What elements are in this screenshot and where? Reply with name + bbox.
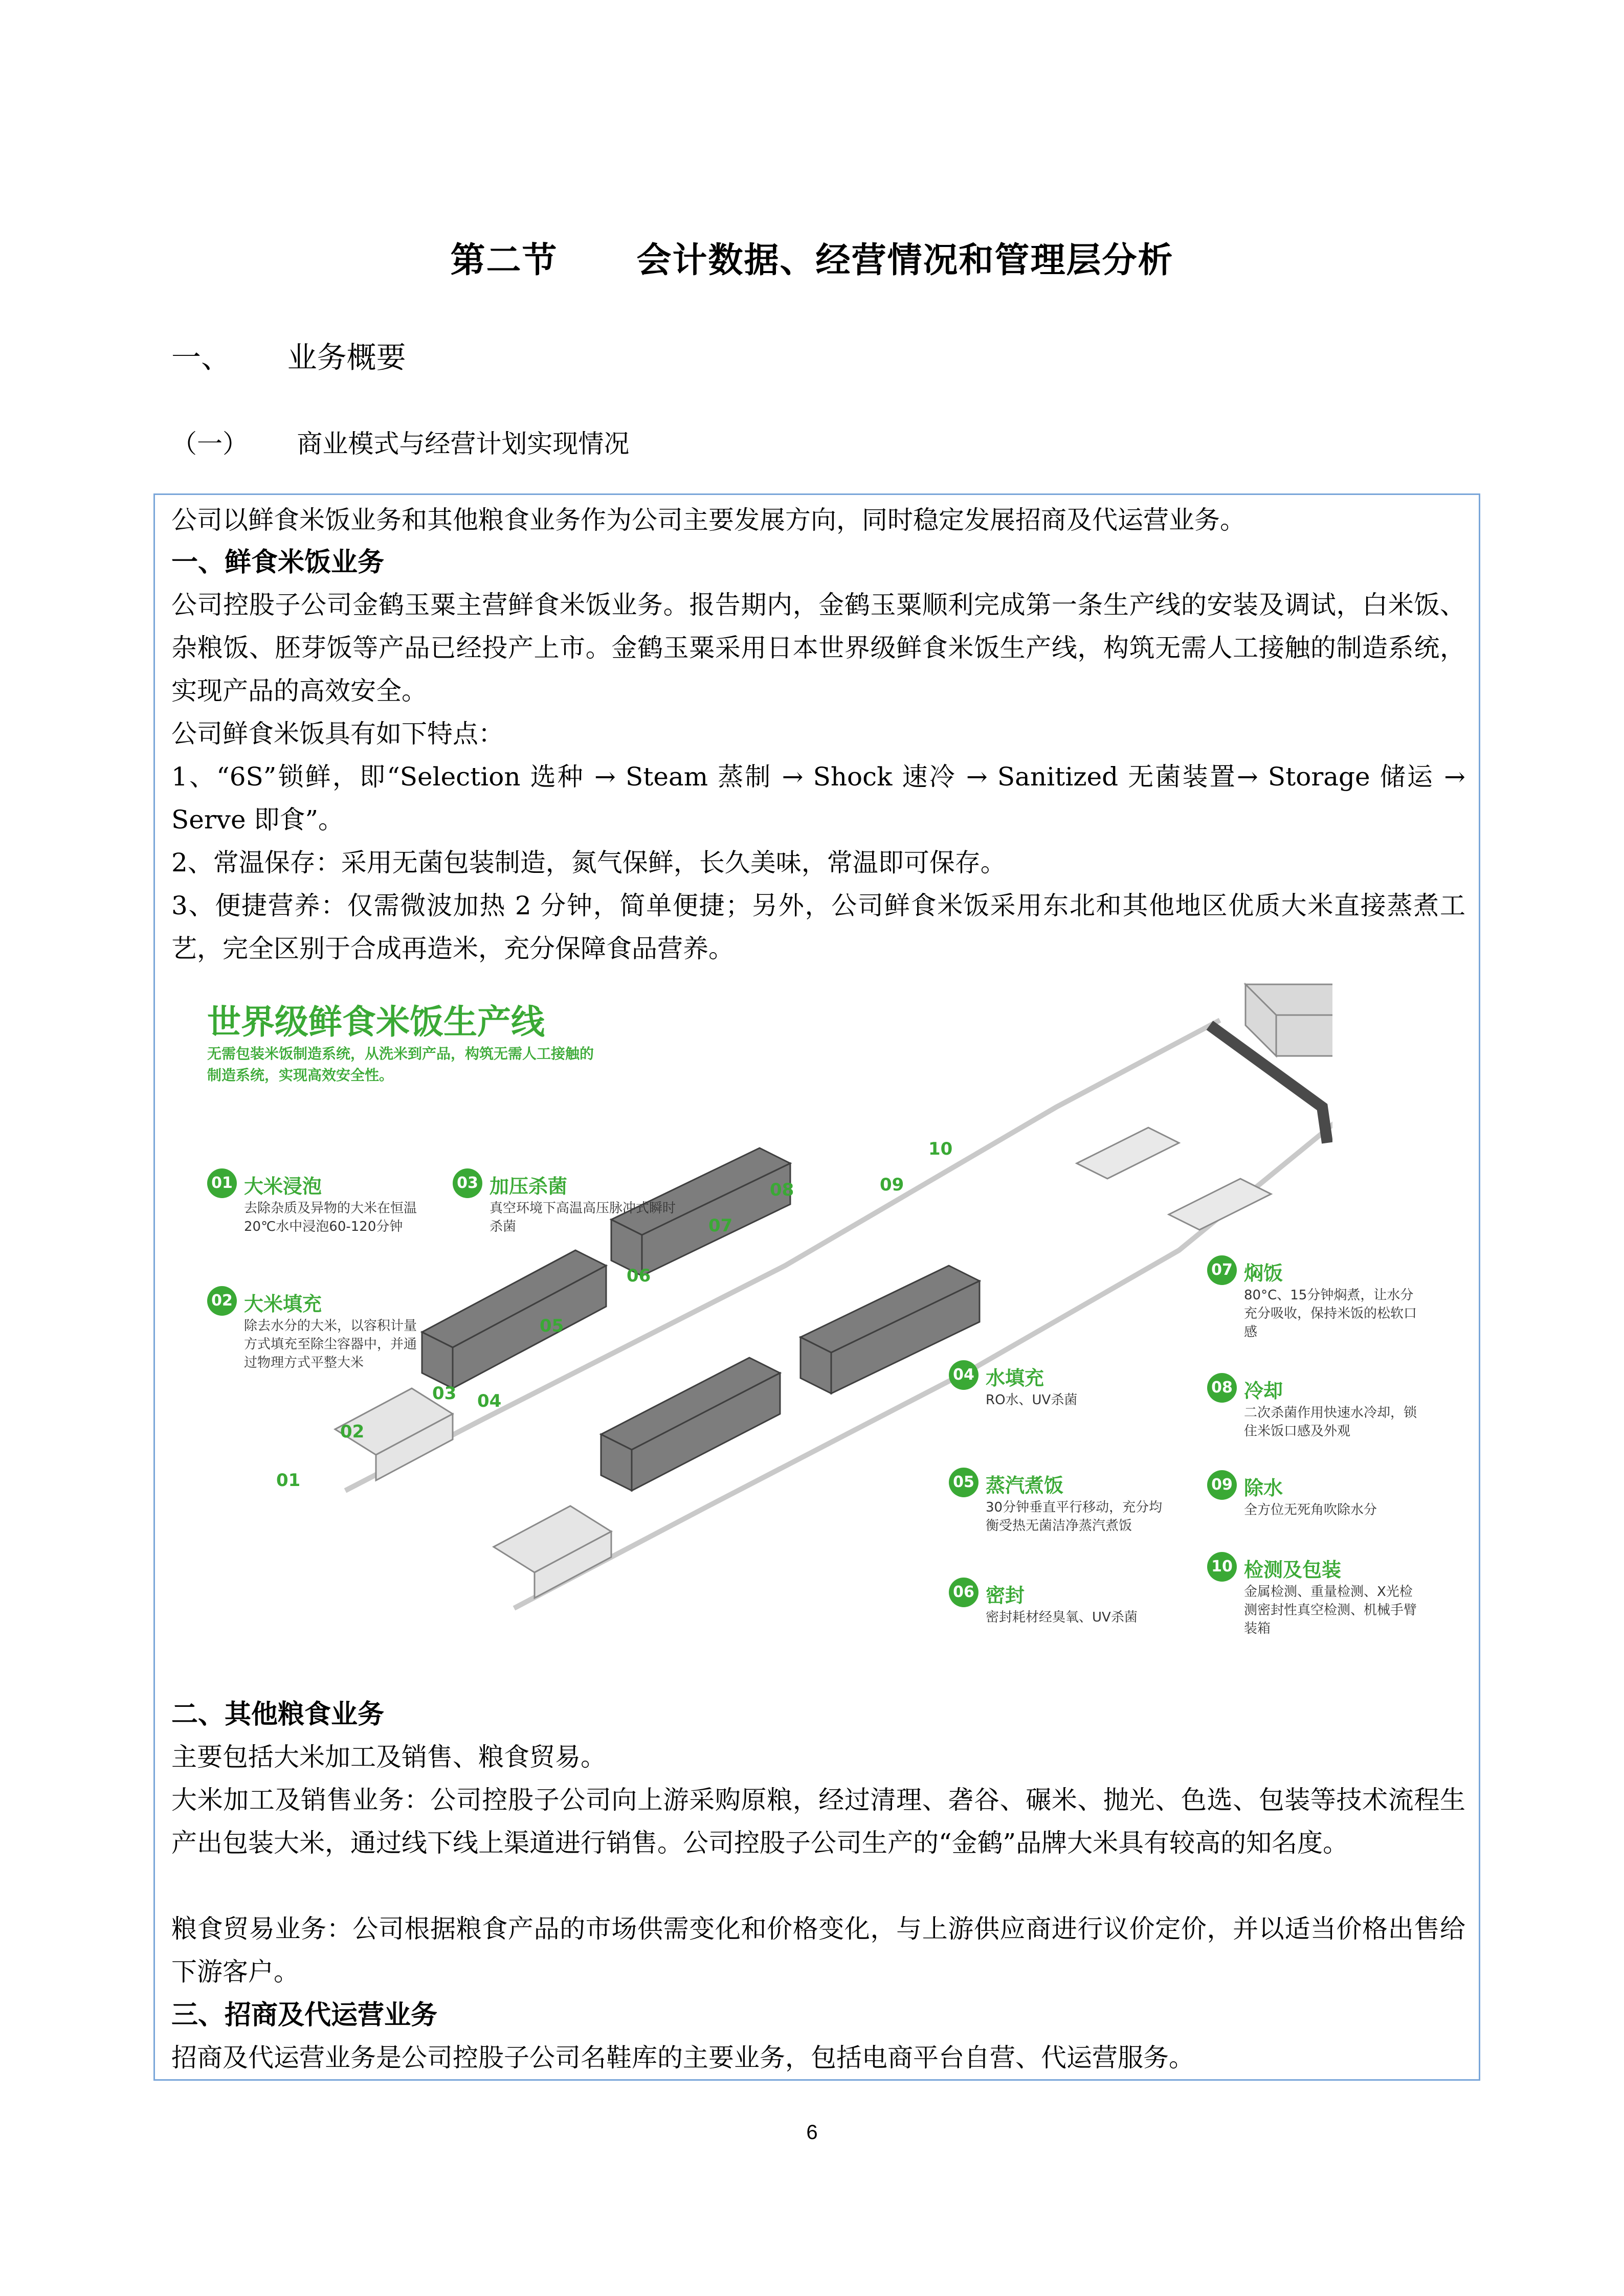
line-label-09: 09	[880, 1175, 904, 1195]
step-03	[453, 1168, 698, 1250]
line-label-10: 10	[928, 1139, 953, 1159]
part2-title: 二、其他粮食业务	[171, 1699, 385, 1730]
step-desc: 除去水分的大米，以容积计量方式填充至除尘容器中，并通过物理方式平整大米	[244, 1318, 417, 1370]
lower-steamer	[601, 1358, 780, 1491]
line-label-03: 03	[432, 1383, 457, 1404]
step-desc: 真空环境下高温高压脉冲式瞬时杀菌	[490, 1201, 676, 1234]
cooling-rack	[1077, 1128, 1271, 1230]
packaging-unit	[1245, 984, 1332, 1056]
part1-paragraph-5: 3、便捷营养：仅需微波加热 2 分钟，简单便捷；另外，公司鲜食米饭采用东北和其他地区优质大米直接蒸煮工艺，完全区别于合成再造米，充分保障食品营养。	[171, 891, 1465, 963]
step-01	[207, 1168, 432, 1271]
step-09	[1207, 1470, 1432, 1532]
step-name: 冷却	[1244, 1380, 1283, 1402]
step-name: 焖饭	[1244, 1262, 1283, 1285]
step-02	[207, 1286, 432, 1409]
step-05	[949, 1468, 1174, 1570]
step-desc: 金属检测、重量检测、X光检测密封性真空检测、机械手臂装箱	[1244, 1584, 1417, 1636]
infographic-title: 世界级鲜食米饭生产线	[207, 1002, 545, 1042]
step-desc: 80°C、15分钟焖煮，让水分充分吸收，保持米饭的松软口感	[1244, 1288, 1417, 1340]
part1-title: 一、鲜食米饭业务	[171, 547, 385, 578]
step-name: 蒸汽煮饭	[986, 1474, 1064, 1497]
upper-steamer	[422, 1250, 606, 1388]
line-label-07: 07	[708, 1215, 733, 1236]
step-07	[1207, 1255, 1432, 1358]
line-label-02: 02	[340, 1422, 365, 1442]
line-label-08: 08	[770, 1180, 794, 1200]
step-number: 05	[949, 1468, 978, 1497]
step-number: 01	[207, 1168, 237, 1198]
step-name: 密封	[986, 1584, 1025, 1607]
intro-paragraph: 公司以鲜食米饭业务和其他粮食业务作为公司主要发展方向，同时稳定发展招商及代运营业务。	[171, 505, 1245, 535]
heading-business-model: （一） 商业模式与经营计划实现情况	[171, 429, 630, 459]
step-number: 07	[1207, 1255, 1237, 1285]
step-06	[949, 1578, 1174, 1659]
part1-paragraph-3: 1、“6S”锁鲜，即“Selection 选种 → Steam 蒸制 → Shock 速冷 → Sanitized 无菌装置→ Storage 储运 → Serve 即食”。	[171, 762, 1465, 835]
part1-paragraph-4: 2、常温保存：采用无菌包装制造，氮气保鲜，长久美味，常温即可保存。	[171, 848, 1006, 877]
step-name: 大米浸泡	[244, 1175, 322, 1198]
soaking-station-lower	[494, 1506, 611, 1598]
step-number: 04	[949, 1360, 978, 1390]
step-number: 06	[949, 1578, 978, 1607]
step-name: 加压杀菌	[490, 1175, 568, 1198]
part1-paragraph-1: 公司控股子公司金鹤玉粟主营鲜食米饭业务。报告期内，金鹤玉粟顺利完成第一条生产线的安装及调试，白米饭、杂粮饭、胚芽饭等产品已经投产上市。金鹤玉粟采用日本世界级鲜食米饭生产线，构筑无需人工接触的制造系统，实现产品的高效安全。	[171, 590, 1465, 706]
step-desc: 全方位无死角吹除水分	[1244, 1502, 1377, 1518]
step-number: 03	[453, 1168, 482, 1198]
step-number: 10	[1207, 1552, 1237, 1582]
step-name: 水填充	[986, 1367, 1044, 1389]
step-desc: 二次杀菌作用快速水冷却，锁住米饭口感及外观	[1244, 1405, 1417, 1439]
line-label-01: 01	[276, 1470, 301, 1491]
step-desc: 30分钟垂直平行移动，充分均衡受热无菌洁净蒸汽煮饭	[986, 1500, 1163, 1534]
part3-title: 三、招商及代运营业务	[171, 2000, 438, 2031]
step-desc: 密封耗材经臭氧、UV杀菌	[986, 1610, 1138, 1625]
part3-paragraph-1: 招商及代运营业务是公司控股子公司名鞋库的主要业务，包括电商平台自营、代运营服务。	[171, 2043, 1194, 2073]
step-desc: 去除杂质及异物的大米在恒温20℃水中浸泡60-120分钟	[244, 1201, 417, 1234]
section-title: 第二节 会计数据、经营情况和管理层分析	[450, 240, 1174, 281]
step-name: 除水	[1244, 1477, 1283, 1499]
step-name: 大米填充	[244, 1293, 322, 1315]
heading-business-overview: 一、 业务概要	[171, 340, 406, 375]
line-label-04: 04	[477, 1391, 502, 1411]
step-number: 08	[1207, 1373, 1237, 1403]
page-number: 6	[806, 2121, 818, 2144]
step-08	[1207, 1373, 1432, 1475]
part2-paragraph-3: 粮食贸易业务：公司根据粮食产品的市场供需变化和价格变化，与上游供应商进行议价定价，并以适当价格出售给下游客户。	[171, 1914, 1465, 1987]
step-number: 09	[1207, 1470, 1237, 1500]
step-name: 检测及包装	[1244, 1559, 1342, 1581]
step-04	[949, 1360, 1164, 1422]
production-line-infographic	[187, 979, 1435, 1672]
part1-paragraph-2: 公司鲜食米饭具有如下特点：	[171, 719, 504, 749]
step-10	[1207, 1552, 1432, 1654]
infographic-subtitle: 无需包装米饭制造系统，从洗米到产品，构筑无需人工接触的制造系统，实现高效安全性。	[207, 1045, 594, 1084]
line-label-05: 05	[540, 1316, 564, 1336]
line-label-06: 06	[627, 1266, 651, 1286]
part2-paragraph-2: 大米加工及销售业务：公司控股子公司向上游采购原粮，经过清理、砻谷、碾米、抛光、色选、包装等技术流程生产出包装大米，通过线下线上渠道进行销售。公司控股子公司生产的“金鹤”品牌大米具有较高的知名度。	[171, 1785, 1465, 1858]
step-desc: RO水、UV杀菌	[986, 1392, 1078, 1408]
part2-paragraph-1: 主要包括大米加工及销售、粮食贸易。	[171, 1742, 606, 1772]
step-number: 02	[207, 1286, 237, 1316]
